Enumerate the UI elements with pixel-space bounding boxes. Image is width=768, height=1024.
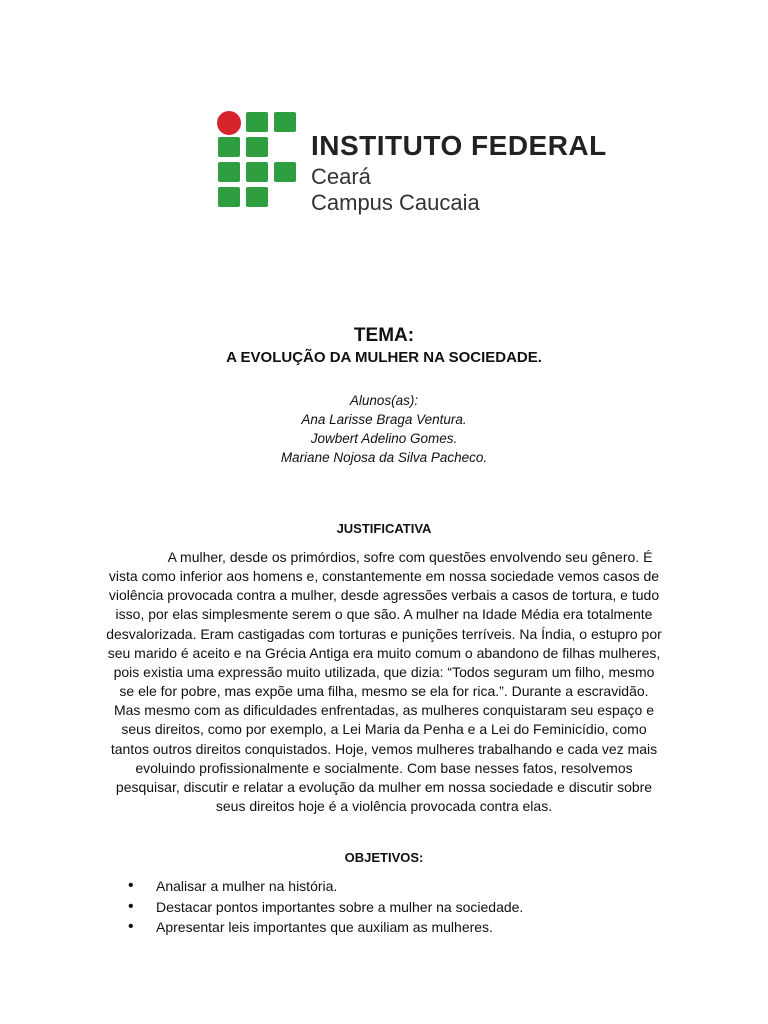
logo-square — [246, 137, 268, 157]
institute-logo — [216, 110, 620, 214]
student-name: Mariane Nojosa da Silva Pacheco. — [280, 450, 488, 465]
logo-square — [274, 162, 296, 182]
logo-square — [246, 187, 268, 207]
students-block — [0, 391, 768, 467]
logo-square — [218, 137, 240, 157]
students-label: Alunos(as): — [349, 393, 419, 408]
student-name: Jowbert Adelino Gomes. — [310, 431, 458, 446]
list-item: • Apresentar leis importantes que auxiliam as mulheres. — [124, 917, 523, 938]
list-item: • Destacar pontos importantes sobre a mulher na sociedade. — [124, 897, 523, 918]
logo-title: INSTITUTO FEDERAL — [311, 130, 607, 161]
student-name: Ana Larisse Braga Ventura. — [301, 412, 467, 427]
logo-mark — [216, 110, 300, 194]
logo-square — [246, 112, 268, 132]
justificativa-paragraph — [106, 548, 662, 816]
objetivos-heading: OBJETIVOS: — [344, 850, 424, 865]
logo-square — [246, 162, 268, 182]
logo-square — [274, 112, 296, 132]
logo-square — [218, 187, 240, 207]
justificativa-text: A mulher, desde os primórdios, sofre com questões envolvendo seu gênero. É vista como inferior aos homens e, constantemente em nossa sociedade vemos casos de violência provocada contra a mulher, desde agressões verbais a casos de tortura, e tudo isso, por elas simplesmente serem o que são. A mulher na Idade Média era totalmente desvalorizada. Eram castigadas com torturas e punições terríveis. Na Índia, o estupro por seu marido é aceito e na Grécia Antiga era muito comum o abandono de filhas mulheres, pois existia uma expressão muito utilizada, que dizia: “Todos seguram um filho, mesmo se ele for pobre, mas expõe uma filha, mesmo se ela for rica.”. Durante a escravidão. Mas mesmo com as dificuldades enfrentadas, as mulheres conquistaram seu espaço e seus direitos, como por exemplo, a Lei Maria da Penha e a Lei do Feminicídio, como tantos outros direitos conquistados. Hoje, vemos mulheres trabalhando e cada vez mais evoluindo profissionalmente e socialmente. Com base nesses fatos, resolvemos pesquisar, discutir e relatar a evolução da mulher em nossa sociedade e discutir sobre seus direitos hoje é a violência provocada contra elas. — [106, 549, 662, 815]
justificativa-heading: JUSTIFICATIVA — [336, 521, 432, 536]
list-item: • Analisar a mulher na história. — [124, 876, 523, 897]
logo-square — [218, 162, 240, 182]
tema-label: TEMA: — [353, 325, 415, 346]
objetivos-list — [124, 876, 523, 938]
logo-campus: Campus Caucaia — [311, 190, 480, 215]
logo-red-dot — [217, 111, 241, 135]
tema-title: A EVOLUÇÃO DA MULHER NA SOCIEDADE. — [226, 349, 542, 366]
logo-state: Ceará — [311, 164, 371, 189]
